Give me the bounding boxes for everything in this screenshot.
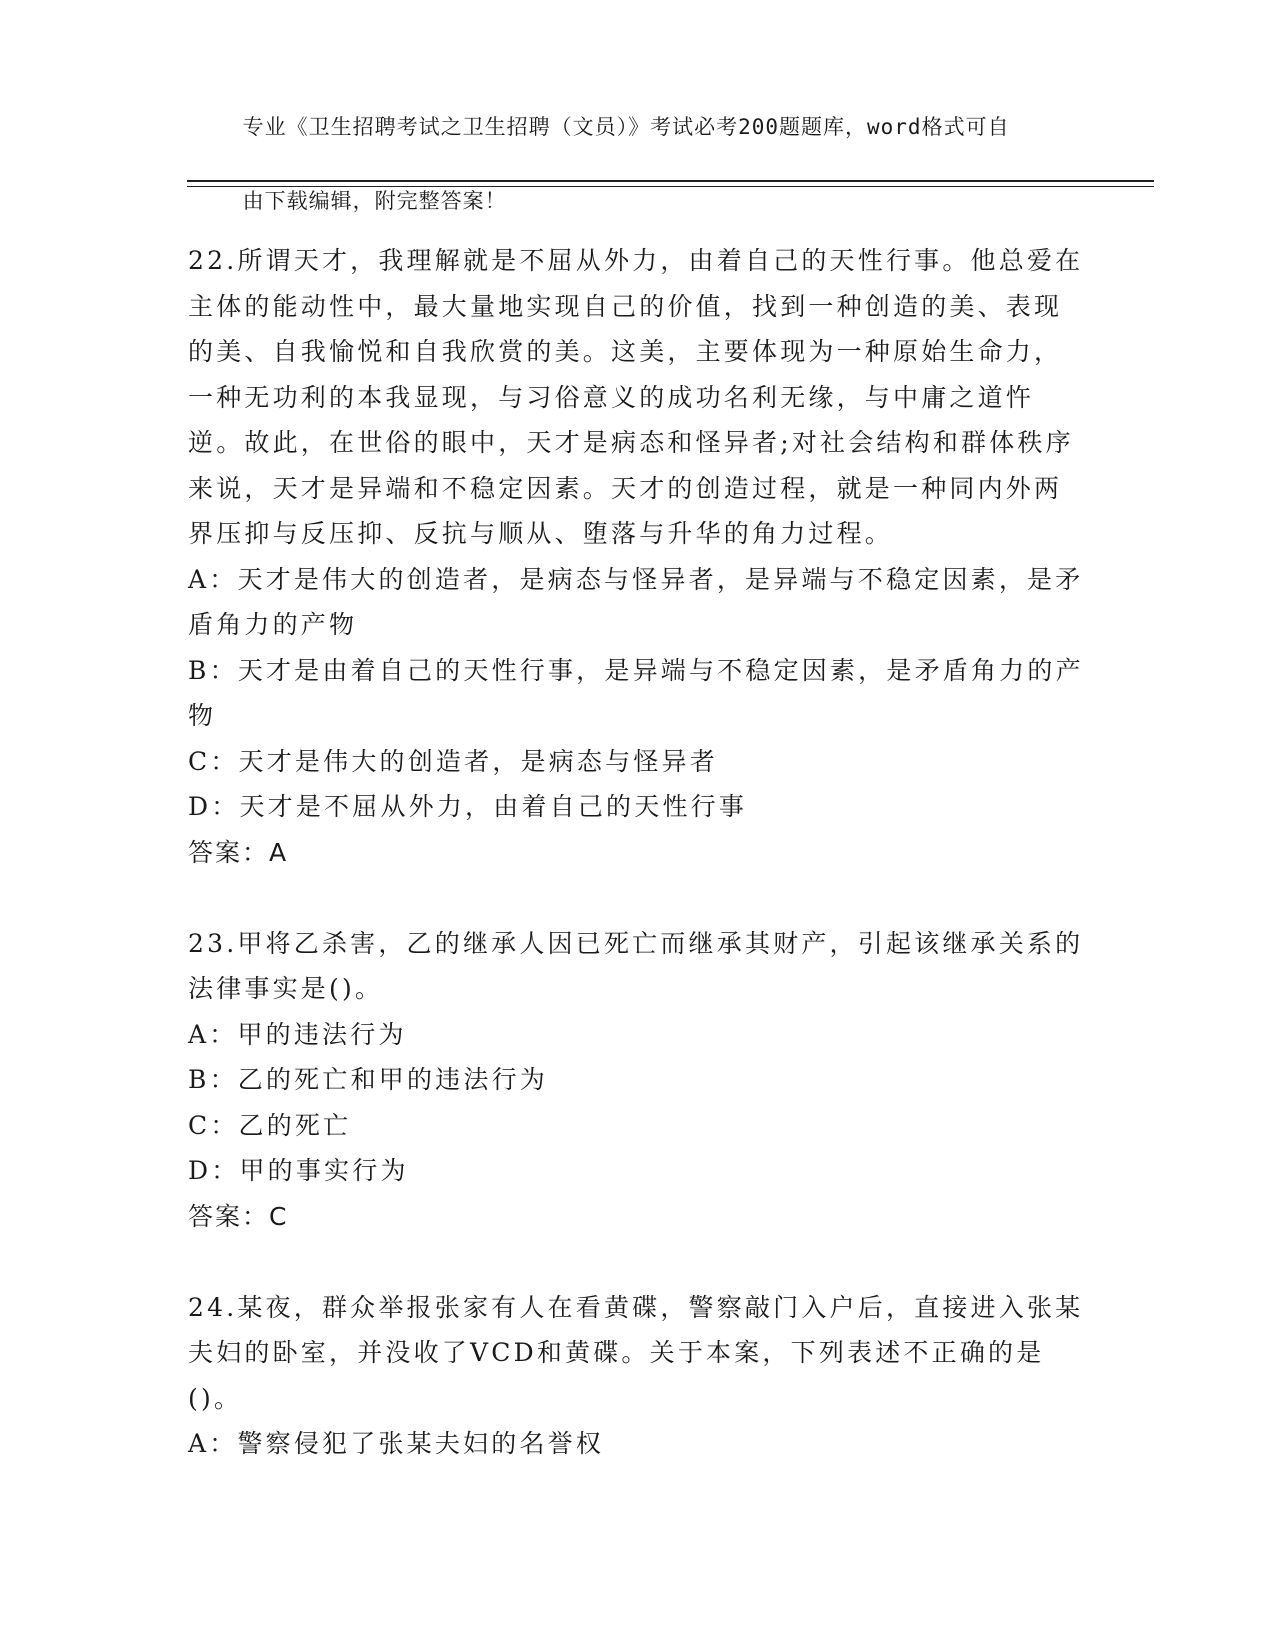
question-23 [188, 921, 1088, 1240]
question-24 [188, 1285, 1088, 1467]
option-c: C：天才是伟大的创造者，是病态与怪异者 [188, 746, 718, 776]
question-spacer [188, 1239, 1088, 1285]
option-a: A：天才是伟大的创造者，是病态与怪异者，是异端与不稳定因素，是矛盾角力的产物 [188, 564, 1084, 639]
question-list [188, 238, 1088, 1467]
answer-label: 答案：A [188, 837, 289, 867]
option-a: A：警察侵犯了张某夫妇的名誉权 [188, 1429, 605, 1458]
question-stem: 23.甲将乙杀害，乙的继承人因已死亡而继承其财产，引起该继承关系的法律事实是()。 [188, 928, 1084, 1003]
question-22 [188, 238, 1088, 875]
option-a: A：甲的违法行为 [188, 1019, 407, 1049]
header-line-2: 由下载编辑，附完整答案！ [242, 189, 507, 213]
option-b: B：天才是由着自己的天性行事，是异端与不稳定因素，是矛盾角力的产物 [188, 655, 1084, 730]
option-b: B：乙的死亡和甲的违法行为 [188, 1065, 548, 1094]
header-divider-top [187, 180, 1154, 182]
option-c: C：乙的死亡 [188, 1110, 352, 1140]
header-divider-bottom [187, 186, 1154, 187]
option-d: D：甲的事实行为 [188, 1156, 409, 1185]
answer-label: 答案：C [188, 1201, 289, 1231]
question-stem: 22.所谓天才，我理解就是不屈从外力，由着自己的天性行事。他总爱在主体的能动性中，最大量地实现自己的价值，找到一种创造的美、表现的美、自我愉悦和自我欣赏的美。这美，主要体现为一种原始生命力，一种无功利的本我显现，与习俗意义的成功名利无缘，与中庸之道忤逆。故此，在世俗的眼中，天才是病态和怪异者;对社会结构和群体秩序来说，天才是异端和不稳定因素。天才的创造过程，就是一种同内外两界压抑与反压抑、反抗与顺从、堕落与升华的角力过程。 [188, 246, 1084, 548]
option-d: D：天才是不屈从外力，由着自己的天性行事 [188, 792, 748, 821]
question-stem: 24.某夜，群众举报张家有人在看黄碟，警察敲门入户后，直接进入张某夫妇的卧室，并没收了VCD和黄碟。关于本案，下列表述不正确的是()。 [188, 1292, 1084, 1413]
header-line-1: 专业《卫生招聘考试之卫生招聘（文员）》考试必考200题题库，word格式可自 [242, 115, 1010, 139]
question-spacer [188, 875, 1088, 921]
document-header [188, 72, 1068, 257]
